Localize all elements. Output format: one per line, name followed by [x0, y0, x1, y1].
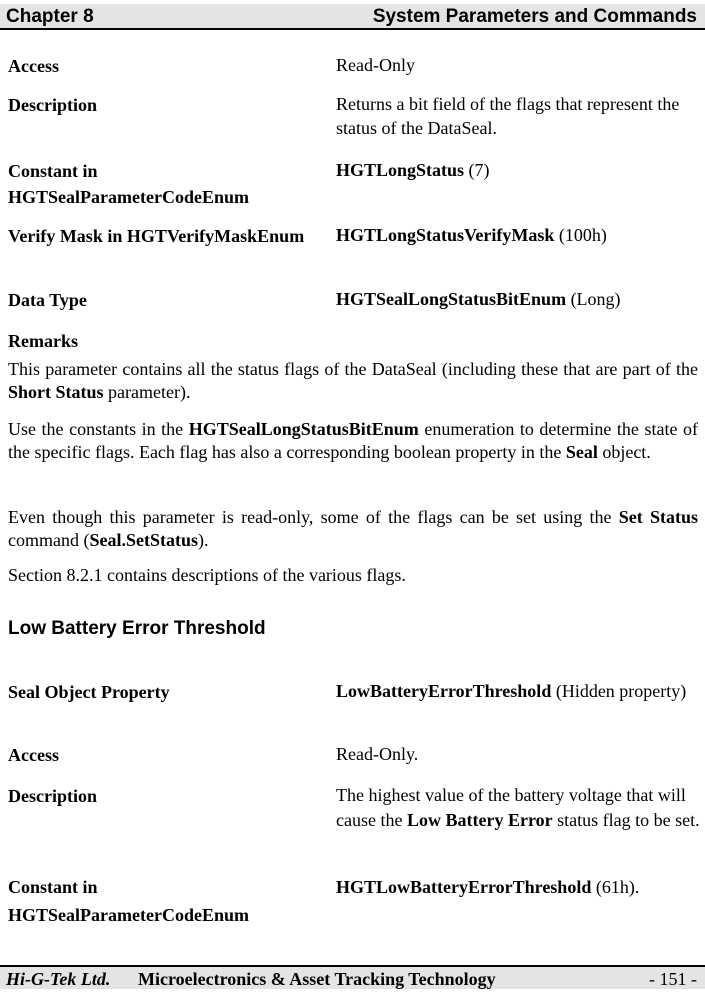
verify-mask-value	[336, 223, 702, 247]
data-type-rest: (Long)	[566, 289, 621, 309]
description-label: Description	[8, 95, 97, 115]
remarks-paragraph-4: Section 8.2.1 contains descriptions of the various flags.	[8, 565, 406, 585]
access-label: Access	[8, 56, 59, 76]
verify-mask-name: HGTLongStatusVerifyMask	[336, 225, 555, 245]
enum-term: HGTSealLongStatusBitEnum	[188, 419, 419, 439]
constant-label: Constant in HGTSealParameterCodeEnum	[8, 161, 249, 207]
remarks-paragraph-3	[8, 506, 698, 552]
lb-constant-code: (61h).	[591, 877, 640, 897]
lb-access-value: Read-Only.	[336, 744, 419, 764]
lb-description-label: Description	[8, 786, 97, 806]
constant-name: HGTLongStatus	[336, 160, 465, 180]
remarks-label: Remarks	[8, 331, 78, 351]
lb-description-text: The highest value of the battery voltage that will cause the	[336, 785, 686, 830]
page-header	[0, 4, 705, 30]
remarks-p1-text: This parameter contains all the status flags of the DataSeal (including these that are part of the	[8, 359, 698, 379]
remarks-p3-text: Even though this parameter is read-only, some of the flags can be set using the	[8, 507, 619, 527]
company-tagline: Microelectronics & Asset Tracking Technology	[138, 969, 496, 989]
remarks-p3-end: ).	[198, 530, 209, 550]
verify-mask-label: Verify Mask in HGTVerifyMaskEnum	[8, 226, 305, 246]
remarks-p2-text: Use the constants in the	[8, 419, 189, 439]
lb-description-end: status flag to be set.	[552, 810, 700, 830]
lb-property-value	[336, 679, 702, 703]
lb-constant-label: Constant in HGTSealParameterCodeEnum	[8, 877, 249, 925]
company-name: Hi-G-Tek Ltd.	[6, 969, 111, 989]
section-title: System Parameters and Commands	[372, 6, 697, 27]
lb-constant-name: HGTLowBatteryErrorThreshold	[336, 877, 592, 897]
remarks-p1-end: parameter).	[103, 382, 191, 402]
remarks-p2-end: object.	[597, 442, 651, 462]
data-type-value	[336, 287, 702, 311]
data-type-label: Data Type	[8, 290, 87, 310]
lb-property-rest: (Hidden property)	[551, 681, 687, 701]
remarks-paragraph-1	[8, 358, 698, 404]
page-number: - 151 -	[649, 969, 697, 989]
description-value: Returns a bit field of the flags that represent the status of the DataSeal.	[336, 94, 680, 138]
constant-code: (7)	[464, 160, 490, 180]
lb-access-label: Access	[8, 745, 59, 765]
lb-description-value	[336, 783, 702, 833]
data-type-name: HGTSealLongStatusBitEnum	[336, 289, 567, 309]
verify-mask-code: (100h)	[554, 225, 607, 245]
remarks-p2-mid: enumeration to determine the state of the specific flags. Each flag has also a corresponding boolean property in the	[8, 419, 699, 462]
access-value: Read-Only	[336, 55, 415, 75]
chapter-label: Chapter 8	[6, 6, 94, 27]
seal-term: Seal	[565, 442, 598, 462]
lb-property-name: LowBatteryErrorThreshold	[336, 681, 552, 701]
set-status-term: Set Status	[618, 507, 698, 527]
seal-setstatus-term: Seal.SetStatus	[89, 530, 198, 550]
short-status-term: Short Status	[8, 382, 104, 402]
page-footer	[0, 965, 705, 989]
lb-constant-value	[336, 873, 702, 901]
remarks-paragraph-2	[8, 418, 698, 464]
constant-value	[336, 158, 702, 182]
remarks-p3-mid: command (	[8, 530, 90, 550]
low-battery-error-term: Low Battery Error	[406, 810, 553, 830]
low-battery-heading: Low Battery Error Threshold	[8, 618, 266, 639]
lb-property-label: Seal Object Property	[8, 682, 170, 702]
